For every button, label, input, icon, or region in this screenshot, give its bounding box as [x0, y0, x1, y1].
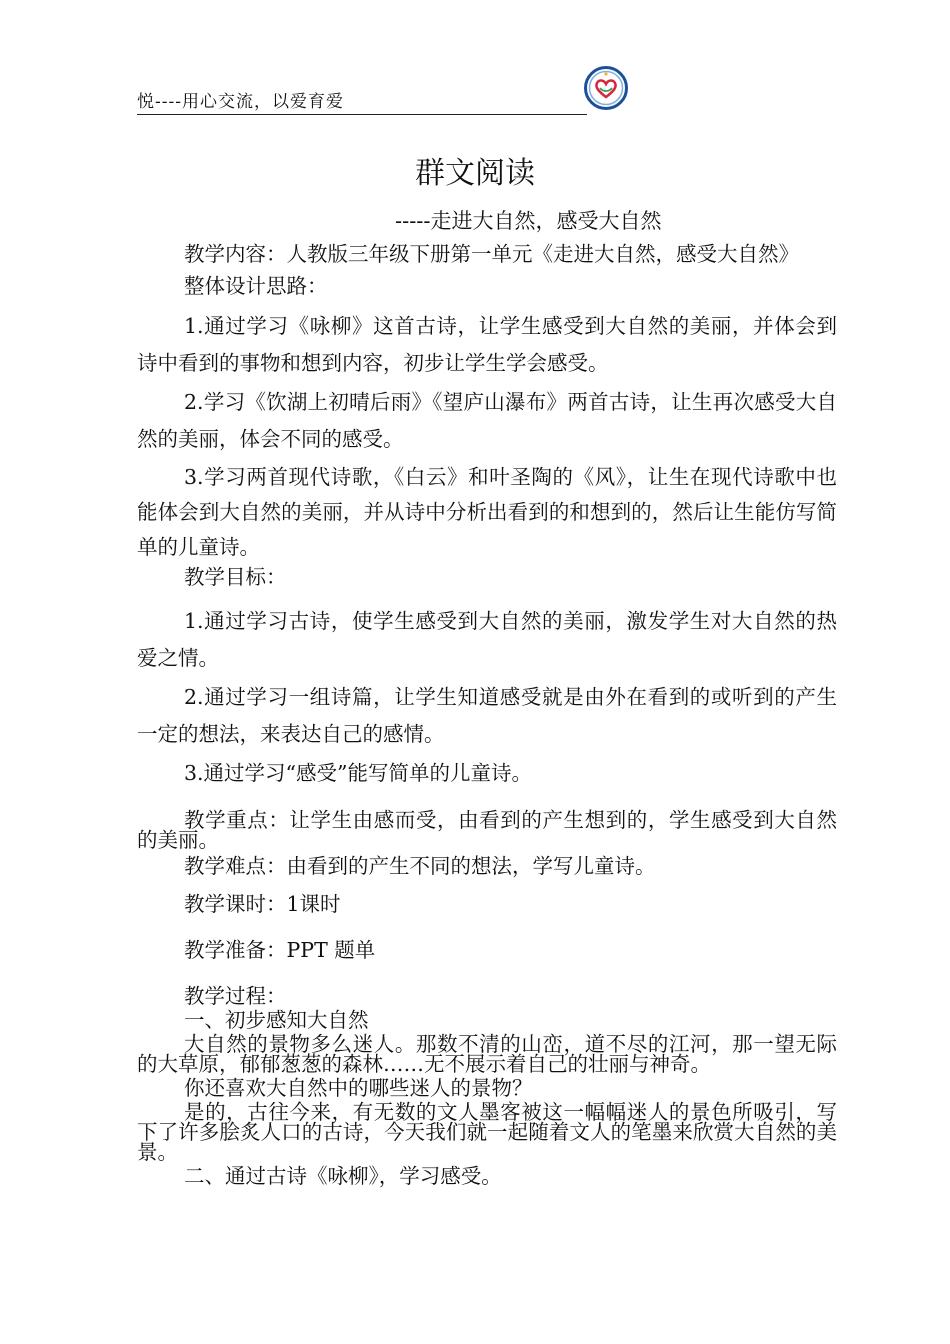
document-subtitle: -----走进大自然，感受大自然: [395, 209, 662, 233]
paragraph-goals-heading: 教学目标：: [184, 565, 287, 589]
header-text: 悦----用心交流，以爱育爱: [137, 92, 344, 112]
page-header: [137, 88, 587, 115]
paragraph-class-hours: 教学课时：1课时: [184, 892, 341, 916]
document-title: 群文阅读: [415, 156, 535, 191]
section-heading-2: 二、通过古诗《咏柳》，学习感受。: [184, 1164, 502, 1188]
paragraph-goal-3: 3.通过学习“感受”能写简单的儿童诗。: [184, 761, 533, 785]
paragraph-design-1: 1.通过学习《咏柳》这首古诗，让学生感受到大自然的美丽，并体会到诗中看到的事物和想到内容，初步让学生学会感受。: [137, 314, 837, 375]
paragraph-poets: 是的，古往今来，有无数的文人墨客被这一幅幅迷人的景色所吸引，写下了许多脍炙人口的古诗，今天我们就一起随着文人的笔墨来欣赏大自然的美景。: [137, 1100, 837, 1164]
heart-circle-logo-icon: [584, 66, 628, 110]
paragraph-design-heading: 整体设计思路：: [184, 274, 328, 298]
paragraph-difficulty: 教学难点：由看到的产生不同的想法，学写儿童诗。: [184, 854, 656, 878]
paragraph-question: 你还喜欢大自然中的哪些迷人的景物？: [184, 1076, 533, 1100]
paragraph-process-heading: 教学过程：: [184, 984, 287, 1008]
paragraph-preparation: 教学准备：PPT 题单: [184, 938, 376, 962]
paragraph-teaching-content: 教学内容：人教版三年级下册第一单元《走进大自然，感受大自然》: [184, 242, 799, 266]
paragraph-design-2: 2.学习《饮湖上初晴后雨》《望庐山瀑布》两首古诗，让生再次感受大自然的美丽，体会不同的感受。: [137, 390, 837, 451]
paragraph-design-3: 3.学习两首现代诗歌，《白云》和叶圣陶的《风》，让生在现代诗歌中也能体会到大自然的美丽，并从诗中分析出看到的和想到的，然后让生能仿写简单的儿童诗。: [137, 465, 837, 559]
paragraph-goal-1: 1.通过学习古诗，使学生感受到大自然的美丽，激发学生对大自然的热爱之情。: [137, 609, 837, 670]
paragraph-key-point: 教学重点：让学生由感而受，由看到的产生想到的，学生感受到大自然的美丽。: [137, 808, 837, 852]
section-heading-1: 一、初步感知大自然: [184, 1008, 369, 1032]
paragraph-nature-intro: 大自然的景物多么迷人。那数不清的山峦，道不尽的江河，那一望无际的大草原，郁郁葱葱的森林……无不展示着自己的壮丽与神奇。: [137, 1032, 837, 1076]
paragraph-goal-2: 2.通过学习一组诗篇，让学生知道感受就是由外在看到的或听到的产生一定的想法，来表达自己的感情。: [137, 685, 837, 746]
document-body: [137, 240, 837, 1186]
